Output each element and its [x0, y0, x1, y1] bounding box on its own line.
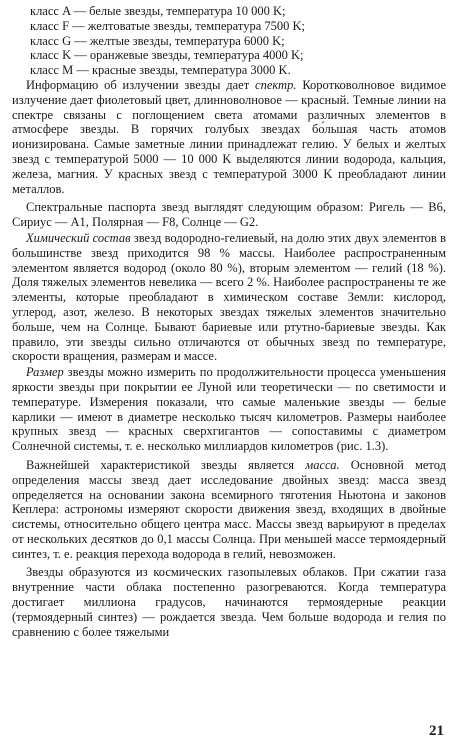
paragraph-star-formation: Звезды образуются из космических газопылевых облаков. При сжатии газа внутренние части облака постепенно разогреваются. Когда температура достигает миллиона градусов, начинаются термоядерные реакции (термоядерный синтез) — рождается звезда. Чем больше водорода и гелия по сравнению с более тяжелыми [12, 565, 446, 639]
paragraph-chemical-composition: Химический состав звезд водородно-гелиевый, на долю этих двух элементов в большинстве звезд приходится 98 % массы. Наиболее распространенным элементом является водород (около 80 %), вторым элементом — гелий (18 %). Доля тяжелых элементов невелика — всего 2 %. Наиболее распространены те же элементы, которые преобладают в химическом составе Земли: кислород, углерод, азот, железо. В некоторых звездах тяжелых элементов значительно больше, чем на Солнце. Бывают бариевые или ртутно-бариевые звезды. Как правило, эти звезды сильно отличаются от обычных звезд по температуре, скорости вращения, размерам и массе. [12, 230, 446, 364]
paragraph-size: Размер звезды можно измерить по продолжительности процесса уменьшения яркости звезды при покрытии ее Луной или теоретически — по светимости и температуре. Измерения показали, что самые маленькие звезды — белые карлики — имеют в диаметре несколько тысяч километров. Размеры наиболее крупных звезд — красных сверхгигантов — сопоставимы с диаметром Солнечной системы, т. е. несколько миллиардов километров (рис. 1.3). [12, 365, 446, 454]
paragraph-mass: Важнейшей характеристикой звезды является масса. Основной метод определения массы звезд дает исследование двойных звезд: масса звезд определяется на основании закона всемирного тяготения Ньютона и законов Кеплера: астрономы измеряют скорости движения звезд, входящих в двойные системы, относительно общего центра масс. Массы звезд варьируют в пределах от нескольких десятков до 0,1 массы Солнца. При меньшей массе термоядерный синтез, т. е. реакция перехода водорода в гелий, невозможен. [12, 457, 446, 561]
term-mass: масса. [305, 457, 340, 472]
term-chemical-composition: Химический состав [26, 230, 131, 245]
list-item: класс A — белые звезды, температура 10 000 K; [30, 4, 286, 18]
list-item: класс G — желтые звезды, температура 6000 K; [30, 33, 285, 48]
term-size: Размер [26, 365, 64, 380]
paragraph-spectral-passports: Спектральные паспорта звезд выглядят следующим образом: Ригель — B6, Сириус — A1, Полярная — F8, Солнце — G2. [12, 200, 446, 230]
list-item: класс M — красные звезды, температура 3000 K. [30, 63, 291, 78]
list-item: класс K — оранжевые звезды, температура 4000 K; [30, 48, 304, 63]
paragraph-spectrum: Информацию об излучении звезды дает спектр. Коротковолновое видимое излучение дает фиолетовый цвет, длинноволновое — красный. Темные линии на спектре связаны с поглощением света атомами различных элементов в атмосфере звезды. В горячих голубых звездах бо́льшая часть атомов ионизирована. Самые заметные линии принадлежат гелию. У белых и желтых звезд с температурой 5000 — 10 000 K выделяются линии водорода, кальция, железа, магния. У красных звезд с температурой 3000 K преобладают линии металлов. [12, 77, 446, 196]
spectral-class-list [12, 4, 446, 78]
list-item: класс F — желтоватые звезды, температура 7500 K; [30, 18, 305, 33]
page-number: 21 [429, 723, 444, 739]
term-spectrum: спектр. [255, 77, 297, 92]
